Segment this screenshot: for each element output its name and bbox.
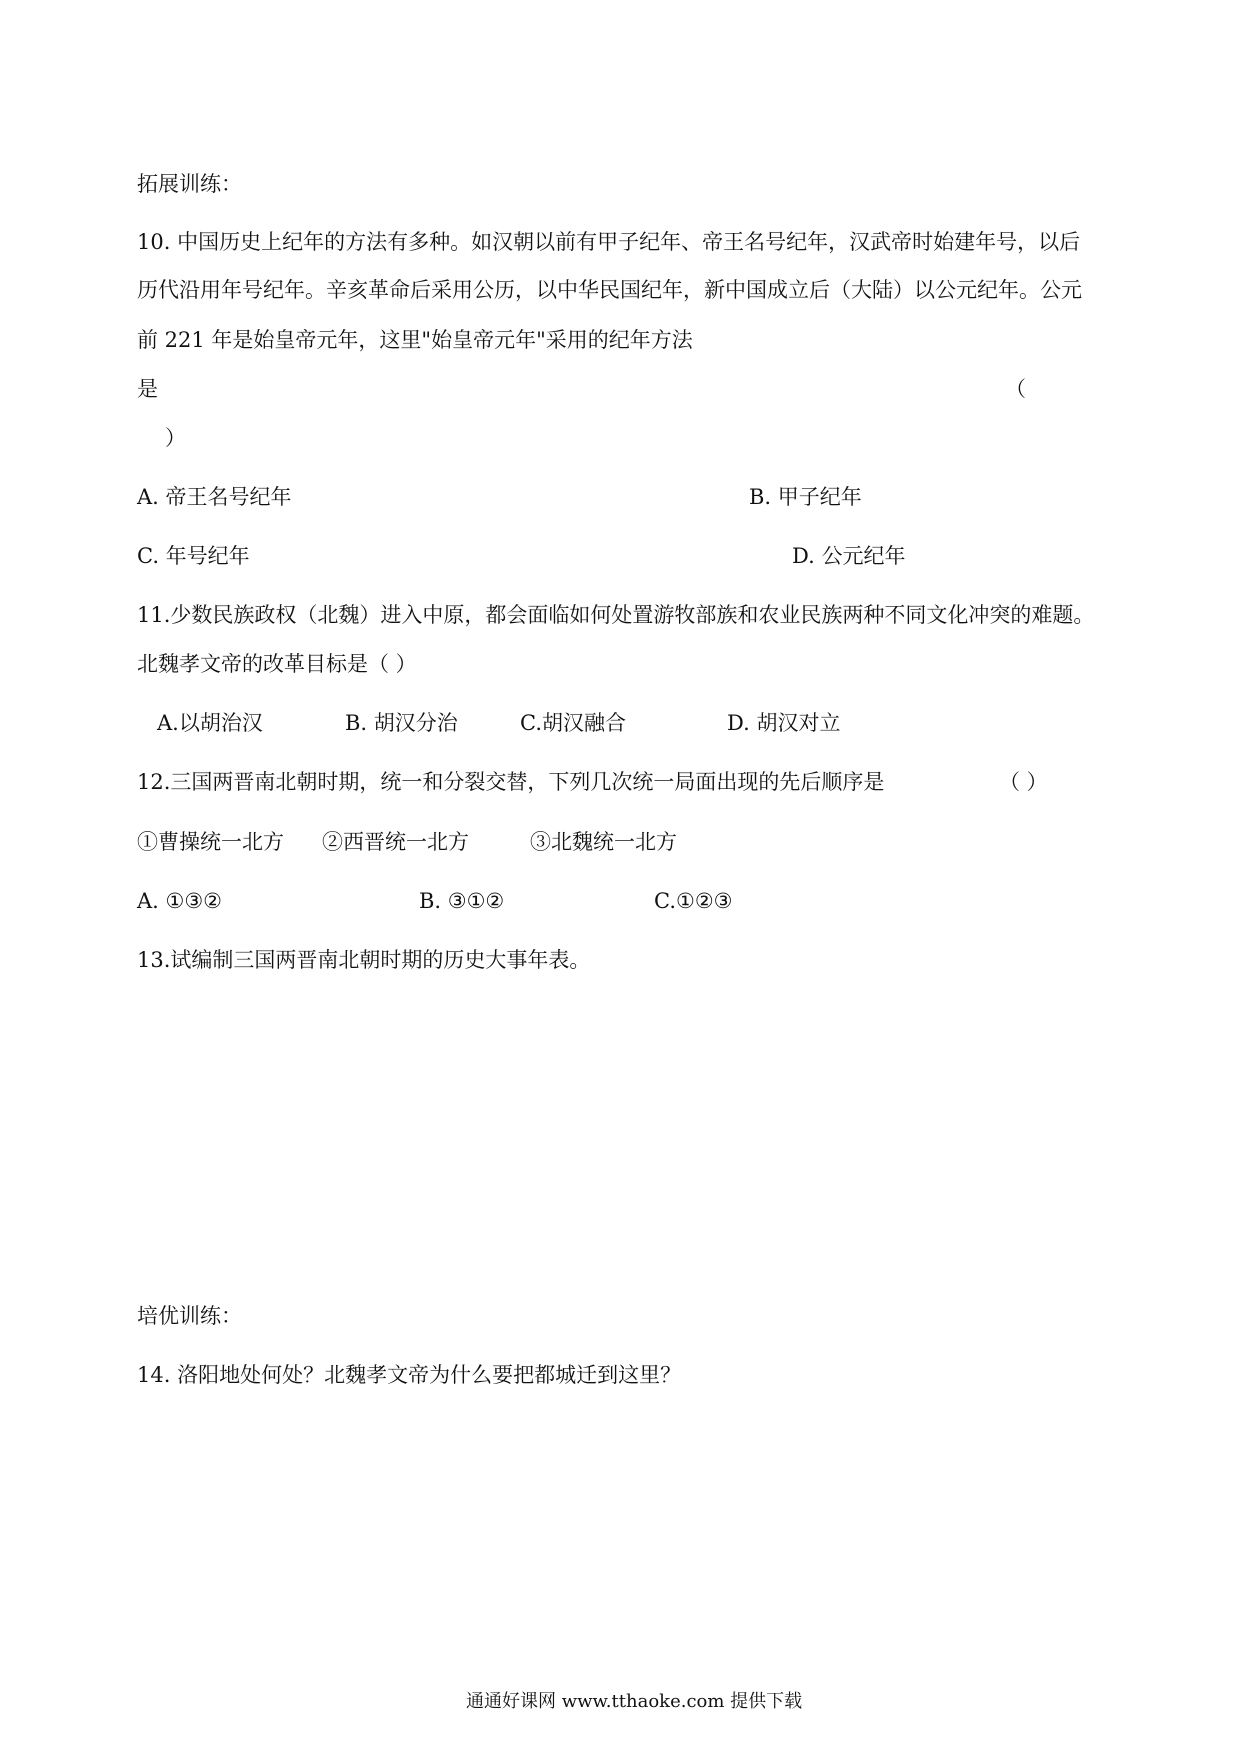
q11-option-d: D. 胡汉对立 [727,711,841,735]
q10-stem-line-1: 10. 中国历史上纪年的方法有多种。如汉朝以前有甲子纪年、帝王名号纪年，汉武帝时始建年号，以后 [137,230,1081,254]
q12-option-a: A. ①③② [137,889,222,913]
q10-stem-line-3: 前 221 年是始皇帝元年，这里"始皇帝元年"采用的纪年方法 [137,328,693,352]
q12-item-2: ②西晋统一北方 [322,830,469,854]
q10-answer-paren-open: （ [1005,377,1026,401]
q11-option-b: B. 胡汉分治 [345,711,458,735]
q12-item-3: ③北魏统一北方 [530,830,677,854]
q12-stem: 12.三国两晋南北朝时期，统一和分裂交替，下列几次统一局面出现的先后顺序是 [137,770,885,794]
q10-option-d: D. 公元纪年 [792,544,906,568]
q10-stem-line-4: 是 [137,377,158,401]
section-heading-extend: 拓展训练： [137,172,242,196]
section-heading-advanced: 培优训练： [137,1304,242,1328]
q12-item-1: ①曹操统一北方 [137,830,284,854]
q10-option-a: A. 帝王名号纪年 [137,485,292,509]
page-footer: 通通好课网 www.tthaoke.com 提供下载 [466,1691,803,1712]
q11-stem-line-1: 11.少数民族政权（北魏）进入中原，都会面临如何处置游牧部族和农业民族两种不同文化冲突的难题。 [137,603,1095,627]
q11-stem-line-2: 北魏孝文帝的改革目标是（ ） [137,652,417,676]
q10-option-c: C. 年号纪年 [137,544,250,568]
q10-answer-paren-close: ） [165,426,186,450]
q10-stem-line-2: 历代沿用年号纪年。辛亥革命后采用公历，以中华民国纪年，新中国成立后（大陆）以公元纪年。公元 [137,278,1082,302]
q12-option-b: B. ③①② [419,889,505,913]
q14-stem: 14. 洛阳地处何处？北魏孝文帝为什么要把都城迁到这里？ [137,1363,682,1387]
q12-option-c: C.①②③ [654,889,733,913]
q12-answer-paren: （ ） [999,770,1048,794]
q11-option-c: C.胡汉融合 [520,711,626,735]
q10-option-b: B. 甲子纪年 [749,485,862,509]
q13-stem: 13.试编制三国两晋南北朝时期的历史大事年表。 [137,948,591,972]
q11-option-a: A.以胡治汉 [157,711,263,735]
